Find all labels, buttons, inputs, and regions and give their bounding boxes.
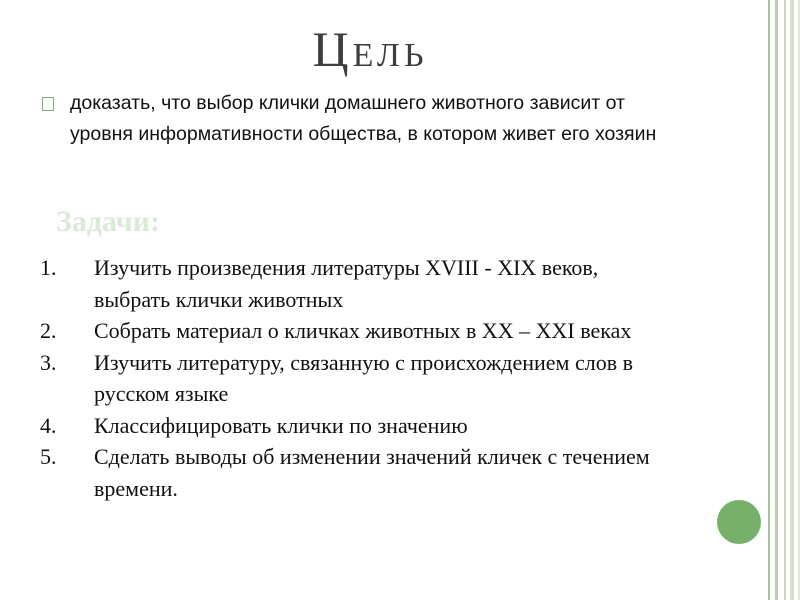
task-number: 5. bbox=[40, 444, 57, 469]
task-number: 2. bbox=[40, 318, 57, 343]
decorative-circle bbox=[717, 500, 761, 544]
task-number: 1. bbox=[40, 255, 57, 280]
task-text: Изучить литературу, связанную с происхождением слов в русском языке bbox=[94, 349, 633, 406]
goal-text: доказать, что выбор клички домашнего животного зависит от уровня информативности общества, в котором живет его хозяин bbox=[70, 92, 657, 145]
tasks-heading: Задачи: bbox=[56, 205, 161, 238]
decorative-border bbox=[766, 0, 800, 600]
bullet-icon bbox=[42, 97, 54, 111]
task-text: Классифицировать клички по значению bbox=[94, 412, 468, 438]
task-item bbox=[40, 252, 660, 315]
title-rest: ель bbox=[352, 24, 428, 77]
goal-bullet bbox=[42, 88, 662, 150]
task-number: 4. bbox=[40, 412, 57, 438]
tasks-list bbox=[40, 252, 660, 504]
task-item bbox=[40, 315, 660, 347]
task-item bbox=[40, 410, 660, 442]
task-item bbox=[40, 347, 660, 410]
task-text: Сделать выводы об изменении значений кличек с течением времени. bbox=[94, 444, 650, 501]
task-text: Собрать материал о кличках животных в XX – XXI веках bbox=[94, 318, 632, 343]
task-text: Изучить произведения литературы XVIII - XIX веков, выбрать клички животных bbox=[94, 255, 599, 312]
title-first-letter: Ц bbox=[312, 21, 353, 77]
slide-title bbox=[0, 20, 740, 78]
task-item bbox=[40, 441, 660, 504]
task-number: 3. bbox=[40, 349, 57, 375]
